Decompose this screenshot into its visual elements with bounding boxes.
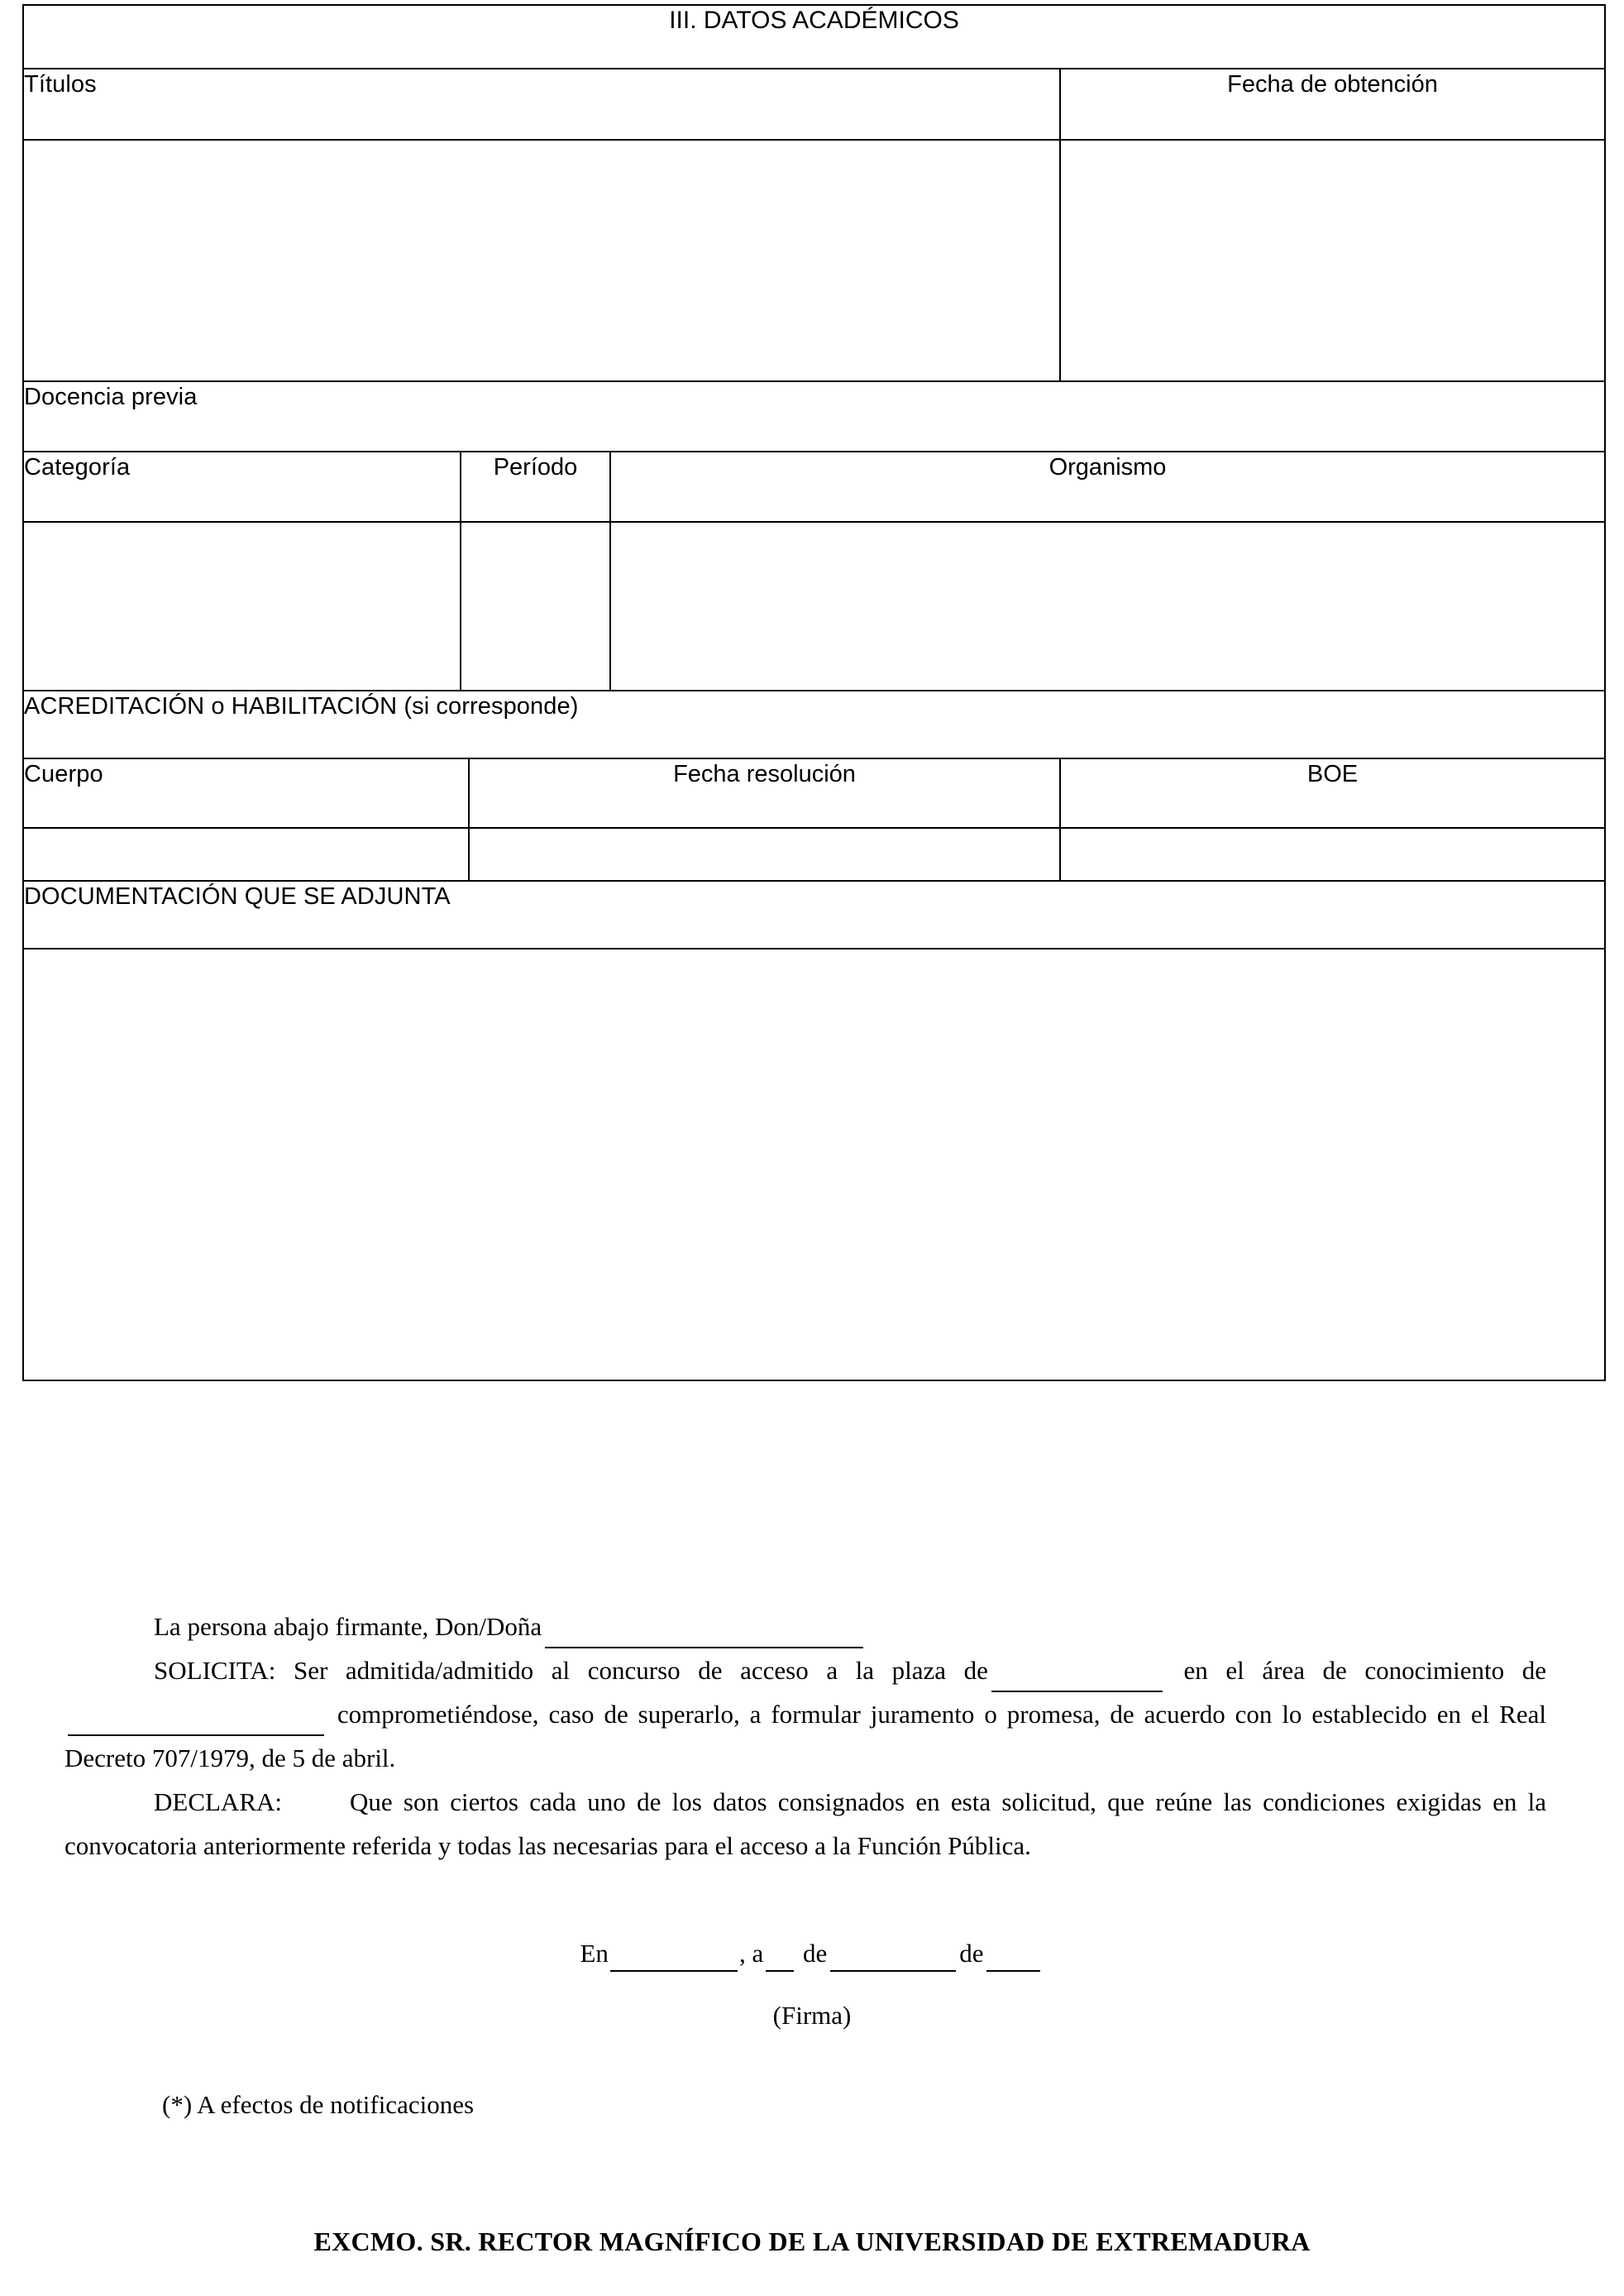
solicita-paragraph <box>64 1648 1546 1780</box>
acreditacion-label-row <box>23 691 1605 758</box>
fecha-resolucion-input[interactable] <box>469 828 1060 881</box>
academic-data-form-table <box>22 4 1606 1381</box>
area-conocimiento-blank[interactable] <box>68 1715 324 1736</box>
periodo-input[interactable] <box>461 522 610 691</box>
categoria-input[interactable] <box>23 522 461 691</box>
documentacion-input[interactable] <box>23 949 1605 1380</box>
firmante-paragraph <box>64 1605 1546 1648</box>
docencia-header-row <box>23 452 1605 522</box>
anio-blank[interactable] <box>986 1950 1040 1972</box>
organismo-input[interactable] <box>610 522 1605 691</box>
acreditacion-label: ACREDITACIÓN o HABILITACIÓN (si corresponde) <box>23 691 1605 758</box>
acreditacion-value-row <box>23 828 1605 881</box>
acreditacion-header-row <box>23 758 1605 828</box>
solicita-text-3: comprometiéndose, caso de superarlo, a formular juramento o promesa, de acuerdo con lo establecido en el Real Decreto 707/1979, de 5 de abril. <box>64 1700 1546 1772</box>
fecha-obtencion-input[interactable] <box>1060 140 1605 381</box>
mes-blank[interactable] <box>830 1950 956 1972</box>
firmante-prefix: La persona abajo firmante, Don/Doña <box>154 1612 542 1641</box>
firmante-name-blank[interactable] <box>545 1627 863 1648</box>
documentacion-label-row <box>23 881 1605 949</box>
date-de-2: de <box>959 1939 984 1968</box>
boe-header: BOE <box>1060 758 1605 828</box>
lugar-blank[interactable] <box>610 1950 738 1972</box>
declara-text: Que son ciertos cada uno de los datos consignados en esta solicitud, que reúne las condiciones exigidas en la convocatoria anteriormente referida y todas las necesarias para el acceso a la Función Pública. <box>64 1787 1546 1860</box>
docencia-previa-label: Docencia previa <box>23 381 1605 452</box>
declara-label: DECLARA: <box>154 1787 282 1816</box>
boe-input[interactable] <box>1060 828 1605 881</box>
documentacion-label: DOCUMENTACIÓN QUE SE ADJUNTA <box>23 881 1605 949</box>
solicita-label: SOLICITA: <box>154 1656 276 1685</box>
titulos-header-row <box>23 69 1605 140</box>
section-title: III. DATOS ACADÉMICOS <box>23 5 1605 69</box>
notificaciones-note: (*) A efectos de notificaciones <box>162 2090 475 2119</box>
documentacion-value-row <box>23 949 1605 1380</box>
categoria-header: Categoría <box>23 452 461 522</box>
firma-label: (Firma) <box>772 2001 852 2030</box>
titulos-header: Títulos <box>23 69 1060 140</box>
docencia-value-row <box>23 522 1605 691</box>
cuerpo-input[interactable] <box>23 828 469 881</box>
organismo-header: Organismo <box>610 452 1605 522</box>
solicita-text-2: en el área de conocimiento de <box>1183 1656 1547 1685</box>
section-title-row <box>23 5 1605 69</box>
fecha-resolucion-header: Fecha resolución <box>469 758 1060 828</box>
dia-blank[interactable] <box>766 1950 794 1972</box>
declaration-body <box>64 1605 1546 1868</box>
titulos-input[interactable] <box>23 140 1060 381</box>
solicita-text-1: Ser admitida/admitido al concurso de acceso a la plaza de <box>293 1656 988 1685</box>
titulos-value-row <box>23 140 1605 381</box>
fecha-obtencion-header: Fecha de obtención <box>1060 69 1605 140</box>
cuerpo-header: Cuerpo <box>23 758 469 828</box>
date-de-1: de <box>802 1939 828 1968</box>
date-en-label: En <box>580 1939 609 1968</box>
date-comma-a: , a <box>738 1939 764 1968</box>
declara-paragraph <box>64 1780 1546 1868</box>
docencia-previa-label-row <box>23 381 1605 452</box>
plaza-blank[interactable] <box>991 1671 1163 1692</box>
date-location-line <box>0 1935 1624 1972</box>
periodo-header: Período <box>461 452 610 522</box>
rector-addressee: EXCMO. SR. RECTOR MAGNÍFICO DE LA UNIVERSIDAD DE EXTREMADURA <box>313 2227 1311 2256</box>
